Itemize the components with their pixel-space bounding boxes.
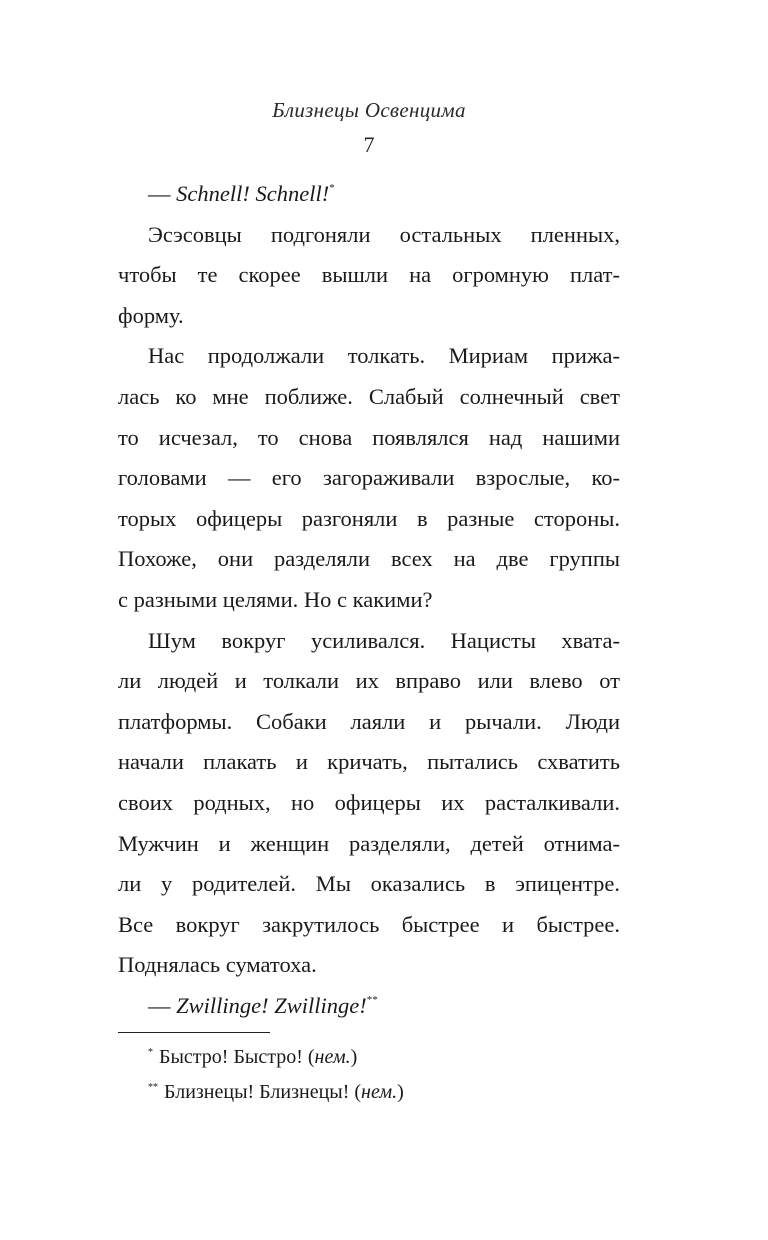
text-line: Мужчин и женщин разделяли, детей отнима- bbox=[118, 830, 620, 856]
paragraph-2 bbox=[118, 336, 620, 620]
dialog-text: Zwillinge! Zwillinge! bbox=[176, 992, 367, 1018]
text-line: Эсэсовцы подгоняли остальных пленных, bbox=[148, 221, 620, 247]
body-text bbox=[118, 174, 620, 1026]
text-line: форму. bbox=[118, 302, 184, 328]
text-line: ли людей и толкали их вправо или влево от bbox=[118, 668, 620, 694]
footnote-divider bbox=[118, 1032, 270, 1033]
page-number: 7 bbox=[363, 132, 375, 157]
text-line: своих родных, но офицеры их расталкивали. bbox=[118, 789, 620, 815]
footnote-lang: нем. bbox=[361, 1081, 398, 1103]
text-line: то исчезал, то снова появлялся над нашими bbox=[118, 424, 620, 450]
footnote-text: Быстро! Быстро! ( bbox=[159, 1046, 315, 1068]
paragraph-1 bbox=[118, 215, 620, 337]
footnote-1 bbox=[148, 1040, 618, 1075]
text-line: Похоже, они разделяли всех на две группы bbox=[118, 546, 620, 572]
text-line: начали плакать и кричать, пытались схватить bbox=[118, 749, 620, 775]
text-line: Шум вокруг усиливался. Нацисты хвата- bbox=[148, 627, 620, 653]
footnote-lang: нем. bbox=[314, 1046, 351, 1068]
footnote-text: Близнецы! Близнецы! ( bbox=[164, 1081, 362, 1103]
footnotes bbox=[148, 1040, 618, 1110]
footnote-close: ) bbox=[350, 1046, 358, 1068]
dialog-dash: — bbox=[148, 181, 177, 206]
text-line: Все вокруг закрутилось быстрее и быстрее. bbox=[118, 911, 620, 937]
text-line: торых офицеры разгоняли в разные стороны. bbox=[118, 505, 620, 531]
text-line: чтобы те скорее вышли на огромную плат- bbox=[118, 262, 620, 288]
footnote-marker: * bbox=[329, 182, 335, 194]
text-line: лась ко мне поближе. Слабый солнечный свет bbox=[118, 383, 620, 409]
paragraph-3 bbox=[118, 621, 620, 986]
footnote-close: ) bbox=[397, 1081, 404, 1103]
dialog-text: Schnell! Schnell! bbox=[176, 181, 330, 206]
footnote-2 bbox=[148, 1075, 618, 1110]
running-title: Близнецы Освенцима bbox=[272, 98, 466, 122]
footnote-marker: ** bbox=[366, 993, 378, 1006]
text-line: платформы. Собаки лаяли и рычали. Люди bbox=[118, 708, 620, 734]
text-line: Поднялась суматоха. bbox=[118, 952, 317, 978]
text-line: Нас продолжали толкать. Мириам прижа- bbox=[148, 343, 620, 369]
dialog-dash: — bbox=[148, 992, 177, 1018]
footnote-mark: * bbox=[148, 1047, 153, 1058]
text-line: с разными целями. Но с какими? bbox=[118, 586, 433, 612]
text-line: головами — его загораживали взрослые, ко- bbox=[118, 465, 620, 491]
dialog-line-1 bbox=[118, 174, 620, 215]
footnote-mark: ** bbox=[148, 1082, 158, 1093]
dialog-line-2 bbox=[118, 986, 620, 1027]
text-line: ли у родителей. Мы оказались в эпицентре. bbox=[118, 871, 620, 897]
